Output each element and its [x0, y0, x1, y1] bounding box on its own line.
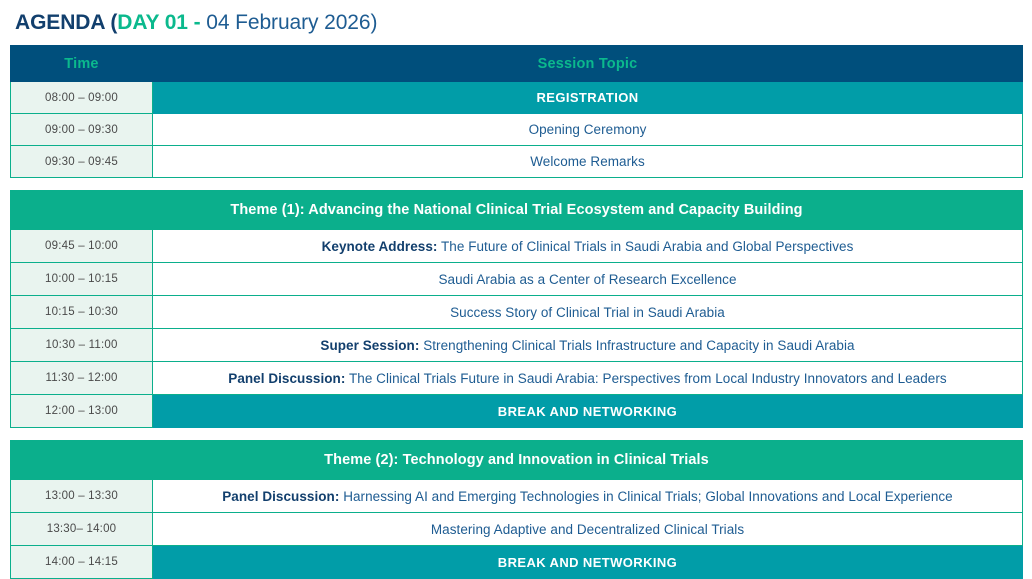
topic-text: BREAK AND NETWORKING: [497, 403, 678, 419]
topic-text: BREAK AND NETWORKING: [497, 554, 678, 570]
column-header-session-topic: Session Topic: [153, 46, 1023, 82]
topic-cell: [153, 395, 1023, 428]
topic-text: The Clinical Trials Future in Saudi Arabia: Perspectives from Local Industry Innovators and Leaders: [345, 370, 947, 386]
time-cell: 09:45 – 10:00: [11, 230, 153, 263]
time-cell: 12:00 – 13:00: [11, 395, 153, 428]
topic-cell: [153, 329, 1023, 362]
time-cell: 10:15 – 10:30: [11, 296, 153, 329]
topic-cell: [153, 480, 1023, 513]
topic-lead: Super Session:: [320, 337, 420, 353]
topic-text: The Future of Clinical Trials in Saudi Arabia and Global Perspectives: [437, 238, 854, 254]
topic-cell: [153, 263, 1023, 296]
topic-cell: [153, 146, 1023, 178]
topic-cell: [153, 230, 1023, 263]
agenda-table-block-1: [10, 45, 1023, 178]
table-row: [11, 114, 1023, 146]
table-row: [11, 296, 1023, 329]
topic-text: Strengthening Clinical Trials Infrastructure and Capacity in Saudi Arabia: [419, 337, 855, 353]
page-title: [10, 0, 1022, 45]
topic-cell: [153, 513, 1023, 546]
time-cell: 09:00 – 09:30: [11, 114, 153, 146]
column-header-time: Time: [11, 46, 153, 82]
table-row: [11, 480, 1023, 513]
topic-text: Harnessing AI and Emerging Technologies in Clinical Trials; Global Innovations and Local Experience: [339, 488, 953, 504]
topic-text: REGISTRATION: [536, 90, 639, 105]
topic-text: Saudi Arabia as a Center of Research Excellence: [438, 271, 737, 287]
topic-text: Opening Ceremony: [528, 122, 647, 137]
title-date-label: 04 February 2026): [206, 10, 378, 34]
table-row: [11, 362, 1023, 395]
table-row: [11, 546, 1023, 579]
theme-banner-row: [11, 191, 1023, 230]
table-row: [11, 263, 1023, 296]
time-cell: 13:30– 14:00: [11, 513, 153, 546]
time-cell: 10:00 – 10:15: [11, 263, 153, 296]
topic-cell: [153, 82, 1023, 114]
theme-banner-row: [11, 441, 1023, 480]
time-cell: 09:30 – 09:45: [11, 146, 153, 178]
theme-banner-2: Theme (2): Technology and Innovation in Clinical Trials: [11, 441, 1023, 480]
time-cell: 08:00 – 09:00: [11, 82, 153, 114]
theme-banner-1: Theme (1): Advancing the National Clinical Trial Ecosystem and Capacity Building: [11, 191, 1023, 230]
topic-text: Welcome Remarks: [530, 154, 645, 169]
agenda-table-theme-2: [10, 440, 1023, 579]
table-header-row: [11, 46, 1023, 82]
title-agenda-label: AGENDA (: [15, 10, 118, 34]
table-row: [11, 230, 1023, 263]
topic-lead: Keynote Address:: [321, 238, 438, 254]
topic-lead: Panel Discussion:: [228, 370, 346, 386]
table-row: [11, 329, 1023, 362]
agenda-table-theme-1: [10, 190, 1023, 428]
table-row: [11, 395, 1023, 428]
topic-lead: Panel Discussion:: [222, 488, 340, 504]
time-cell: 14:00 – 14:15: [11, 546, 153, 579]
topic-cell: [153, 296, 1023, 329]
time-cell: 11:30 – 12:00: [11, 362, 153, 395]
time-cell: 10:30 – 11:00: [11, 329, 153, 362]
table-row: [11, 146, 1023, 178]
time-cell: 13:00 – 13:30: [11, 480, 153, 513]
topic-cell: [153, 362, 1023, 395]
table-row: [11, 513, 1023, 546]
table-row: [11, 82, 1023, 114]
topic-cell: [153, 546, 1023, 579]
topic-text: Success Story of Clinical Trial in Saudi Arabia: [450, 304, 725, 320]
topic-cell: [153, 114, 1023, 146]
title-day-label: DAY 01 -: [117, 10, 207, 34]
page-title-text: [15, 11, 377, 35]
topic-text: Mastering Adaptive and Decentralized Clinical Trials: [430, 521, 745, 537]
